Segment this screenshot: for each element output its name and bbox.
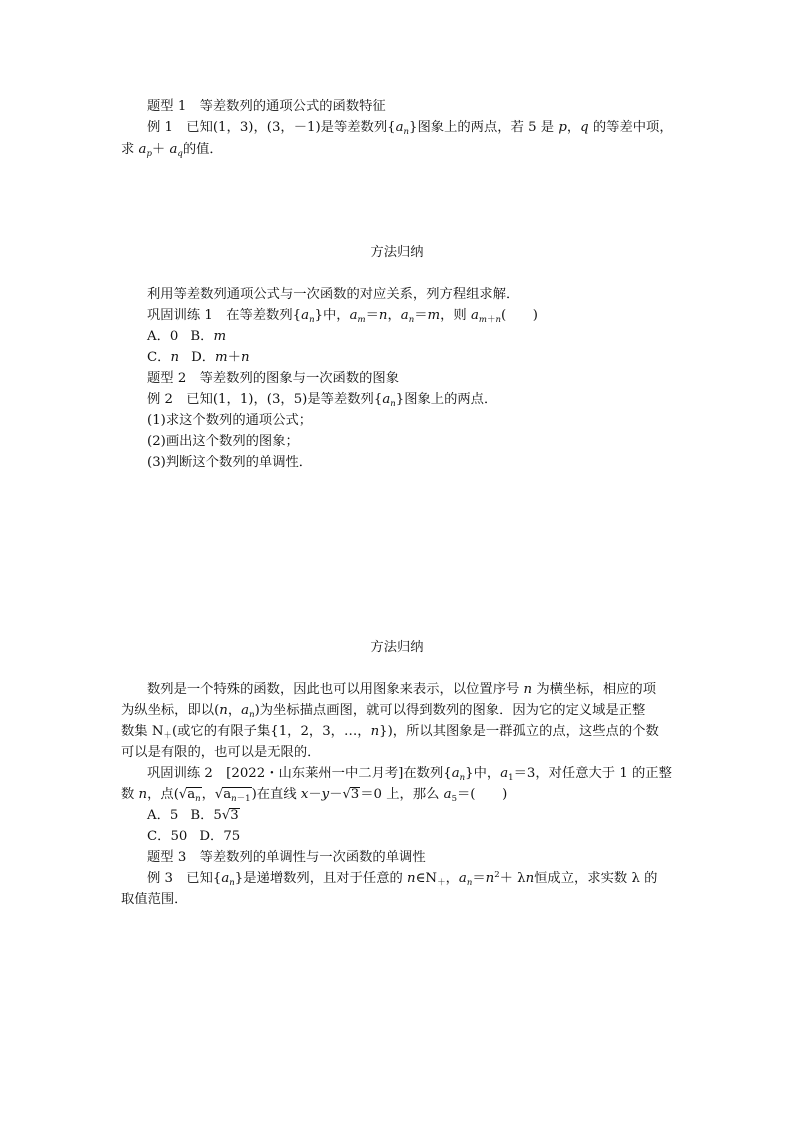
method-summary2-line1: 数列是一个特殊的函数，因此也可以用图象来表示，以位置序号 n 为横坐标，相应的项 — [147, 682, 657, 697]
drill1-question: 巩固训练 1 在等差数列$\{a_n\}$中，$a_m=n$，$a_n=m$，则 $a_{m+n}$( ) — [147, 308, 538, 325]
method-summary-heading-1: 方法归纳 — [370, 245, 424, 260]
drill2-options-ab: A．5 B．5√3 — [147, 808, 239, 823]
drill2-line2: 数 n，点($√a_n$，$√a_{n-1}$)在直线 x－y－√3＝0 上，那么 $a_5=$( ) — [121, 787, 508, 804]
method-summary2-line3: 数集 $N_+$(或它的有限子集{1，2，3，…，n})，所以其图象是一群孤立的点，这些点的个数 — [121, 724, 659, 741]
example2-q3: (3)判断这个数列的单调性． — [147, 455, 313, 470]
drill1-options-cd: C．n D．m＋n — [147, 350, 250, 365]
section1-title: 题型 1 等差数列的通项公式的函数特征 — [147, 99, 386, 114]
drill2-options-cd: C．50 D．75 — [147, 829, 241, 844]
method-summary2-line2: 为纵坐标，即以(n，$a_n$)为坐标描点画图，就可以得到数列的图象．因为它的定义域是正整 — [121, 703, 646, 720]
example2-q2: (2)画出这个数列的图象； — [147, 434, 299, 449]
example3-line2: 取值范围． — [121, 892, 188, 907]
method-summary-heading-2: 方法归纳 — [370, 640, 424, 655]
method-summary2-line4: 可以是有限的，也可以是无限的． — [121, 745, 321, 760]
example3-line1: 例 3 已知$\{a_n\}$是递增数列，且对于任意的 $n\in N_+$，$a_n=n^2+ \lambda n$恒成立，求实数 λ 的 — [147, 870, 658, 888]
method-summary-text-1: 利用等差数列通项公式与一次函数的对应关系，列方程组求解． — [147, 287, 520, 302]
drill2-line1: 巩固训练 2 [2022・山东莱州一中二月考]在数列$\{a_n\}$中，$a_1=3$，对任意大于 1 的正整 — [147, 766, 672, 783]
example2-q1: (1)求这个数列的通项公式； — [147, 413, 313, 428]
section3-title: 题型 3 等差数列的单调性与一次函数的单调性 — [147, 850, 426, 865]
example1-line1: 例 1 已知(1，3)，(3，－1)是等差数列$\{a_n\}$图象上的两点，若 5 是 p，q 的等差中项， — [147, 120, 673, 137]
section2-title: 题型 2 等差数列的图象与一次函数的图象 — [147, 371, 400, 386]
drill1-options-ab: A．0 B．m — [147, 329, 227, 344]
example1-line2: 求 $a_p+ a_q$的值． — [121, 142, 223, 159]
example2-line: 例 2 已知(1，1)，(3，5)是等差数列$\{a_n\}$图象上的两点． — [147, 392, 498, 409]
